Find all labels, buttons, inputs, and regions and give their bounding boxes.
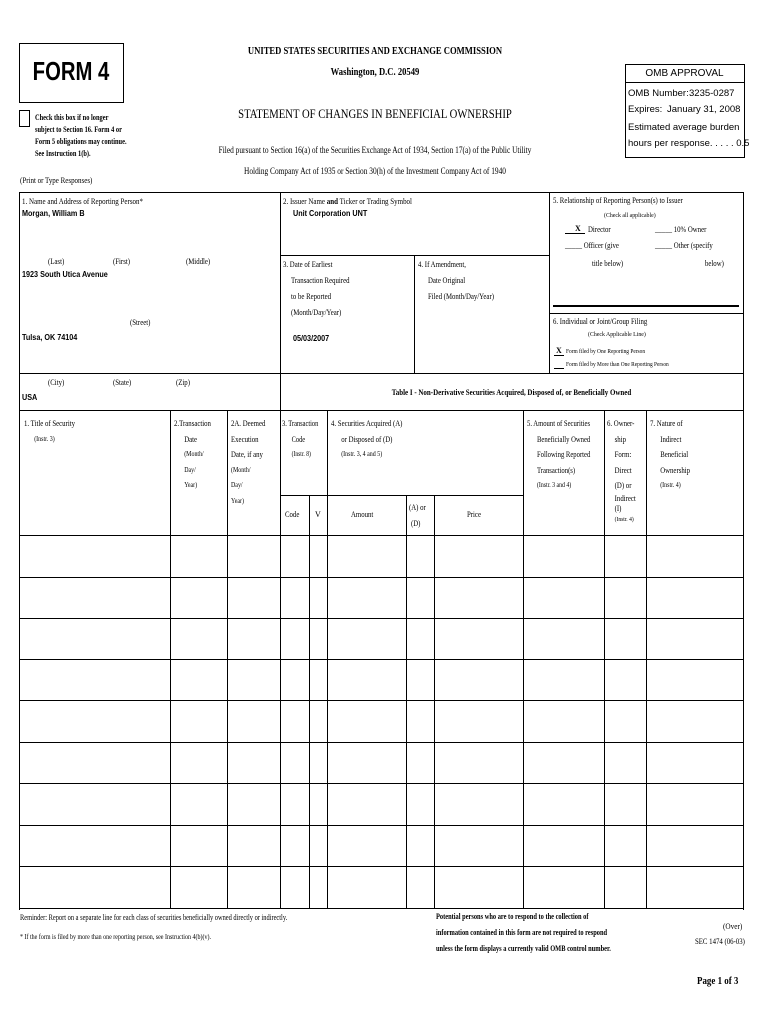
city-state-value: Tulsa, OK 74104 <box>22 332 78 342</box>
box5-sub: (Check all applicable) <box>604 212 656 219</box>
col7-header: 7. Nature of Indirect Beneficial Ownership (Instr. 4) <box>650 419 691 489</box>
city-label: (City) <box>48 378 65 387</box>
ten-percent-owner[interactable]: _____ 10% Owner <box>655 225 707 234</box>
checkbox-note-line4: See Instruction 1(b). <box>35 149 91 158</box>
potential-line3: unless the form displays a currently valid OMB control number. <box>436 944 611 953</box>
state-label: (State) <box>113 378 132 387</box>
omb-number-value: 3235-0287 <box>689 88 735 99</box>
checkbox-note-line1: Check this box if no longer <box>35 113 109 122</box>
issuer-name-value: Unit Corporation UNT <box>293 208 368 218</box>
box4-line3: Filed (Month/Day/Year) <box>428 292 494 301</box>
filed-pursuant-line1: Filed pursuant to Section 16(a) of the Securities Exchange Act of 1934, Section 17(a) of the Public Utility <box>218 145 532 155</box>
col3-header: 3. Transaction Code (Instr. 8) <box>282 419 319 458</box>
sub-code: Code <box>285 510 300 519</box>
form-title: FORM 4 <box>32 56 110 86</box>
box3-line1: 3. Date of Earliest <box>283 260 333 269</box>
transaction-date-value: 05/03/2007 <box>293 333 330 343</box>
box5-label: 5. Relationship of Reporting Person(s) to Issuer <box>553 196 683 205</box>
col6-header: 6. Owner- ship Form: Direct (D) or Indirect (I) (Instr. 4) <box>607 419 636 523</box>
last-label: (Last) <box>48 257 65 266</box>
country-value: USA <box>22 392 38 402</box>
over-note: (Over) <box>723 921 743 931</box>
filed-pursuant-line2: Holding Company Act of 1935 or Section 30(h) of the Investment Company Act of 1940 <box>244 166 506 176</box>
col1-header: 1. Title of Security (Instr. 3) <box>24 419 76 443</box>
omb-number-label: OMB Number: <box>628 88 689 99</box>
statement-title: STATEMENT OF CHANGES IN BENEFICIAL OWNERSHIP <box>238 106 512 121</box>
box4-line2: Date Original <box>428 276 466 285</box>
box6-label: 6. Individual or Joint/Group Filing <box>553 317 648 326</box>
sub-a-or: (A) or <box>409 503 426 512</box>
col2a-header: 2A. Deemed Execution Date, if any (Month/ Day/ Year) <box>231 419 266 505</box>
col5-header: 5. Amount of Securities Beneficially Owned Following Reported Transaction(s) (Instr. 3 and 4) <box>527 419 591 489</box>
sub-amount: Amount <box>351 510 374 519</box>
omb-burden-line2: hours per response. . . . . 0.5 <box>628 138 750 149</box>
box1-label: 1. Name and Address of Reporting Person* <box>22 196 143 206</box>
agency-line1: UNITED STATES SECURITIES AND EXCHANGE COMMISSION <box>247 46 503 57</box>
officer-option[interactable]: _____ Officer (give <box>565 241 619 250</box>
director-mark[interactable]: X <box>575 224 581 233</box>
one-person-mark[interactable]: X <box>556 346 562 355</box>
one-person-option: Form filed by One Reporting Person <box>566 349 646 355</box>
director-label: Director <box>588 225 611 234</box>
street-value: 1923 South Utica Avenue <box>22 269 108 279</box>
page-number: Page 1 of 3 <box>697 976 739 987</box>
box3-line2: Transaction Required <box>291 276 350 285</box>
print-note: (Print or Type Responses) <box>20 175 93 185</box>
omb-header: OMB APPROVAL <box>645 68 724 79</box>
checkbox-note-line2: subject to Section 16. Form 4 or <box>35 125 122 134</box>
middle-label: (Middle) <box>186 257 211 266</box>
reminder-note: Reminder: Report on a separate line for each class of securities beneficially owned directly or indirectly. <box>20 913 288 922</box>
sub-price: Price <box>467 510 481 519</box>
more-persons-option[interactable]: Form filed by More than One Reporting Person <box>566 362 669 368</box>
reporting-person-name: Morgan, William B <box>22 208 85 218</box>
box2-label: 2. Issuer Name and Ticker or Trading Symbol <box>283 196 412 206</box>
no-longer-subject-checkbox[interactable] <box>19 110 30 127</box>
sub-d: (D) <box>411 519 421 528</box>
box6-sub: (Check Applicable Line) <box>588 331 646 338</box>
box4-line1: 4. If Amendment, <box>418 260 466 269</box>
sub-v: V <box>315 510 321 519</box>
col4-header: 4. Securities Acquired (A) or Disposed of (D) (Instr. 3, 4 and 5) <box>331 419 403 458</box>
omb-burden-line1: Estimated average burden <box>628 122 740 133</box>
footnote: * If the form is filed by more than one reporting person, see Instruction 4(b)(v). <box>20 932 211 941</box>
officer-title-line <box>553 305 739 307</box>
below: below) <box>705 259 724 268</box>
omb-expires-label: Expires: <box>628 104 663 115</box>
sec-number: SEC 1474 (06-03) <box>695 937 745 946</box>
table1-title: Table I - Non-Derivative Securities Acquired, Disposed of, or Beneficially Owned <box>391 387 632 397</box>
box3-line3: to be Reported <box>291 292 332 301</box>
other-option[interactable]: _____ Other (specify <box>655 241 713 250</box>
street-label: (Street) <box>130 318 151 327</box>
potential-line1: Potential persons who are to respond to the collection of <box>436 912 589 921</box>
zip-label: (Zip) <box>176 378 190 387</box>
potential-line2: information contained in this form are not required to respond <box>436 928 608 937</box>
agency-line2: Washington, D.C. 20549 <box>330 67 420 78</box>
checkbox-note-line3: Form 5 obligations may continue. <box>35 137 127 146</box>
box3-line4: (Month/Day/Year) <box>291 308 342 317</box>
title-below: title below) <box>592 259 624 268</box>
omb-expires-value: January 31, 2008 <box>667 104 741 115</box>
first-label: (First) <box>113 257 130 266</box>
col2-header: 2.Transaction Date (Month/ Day/ Year) <box>174 419 211 489</box>
